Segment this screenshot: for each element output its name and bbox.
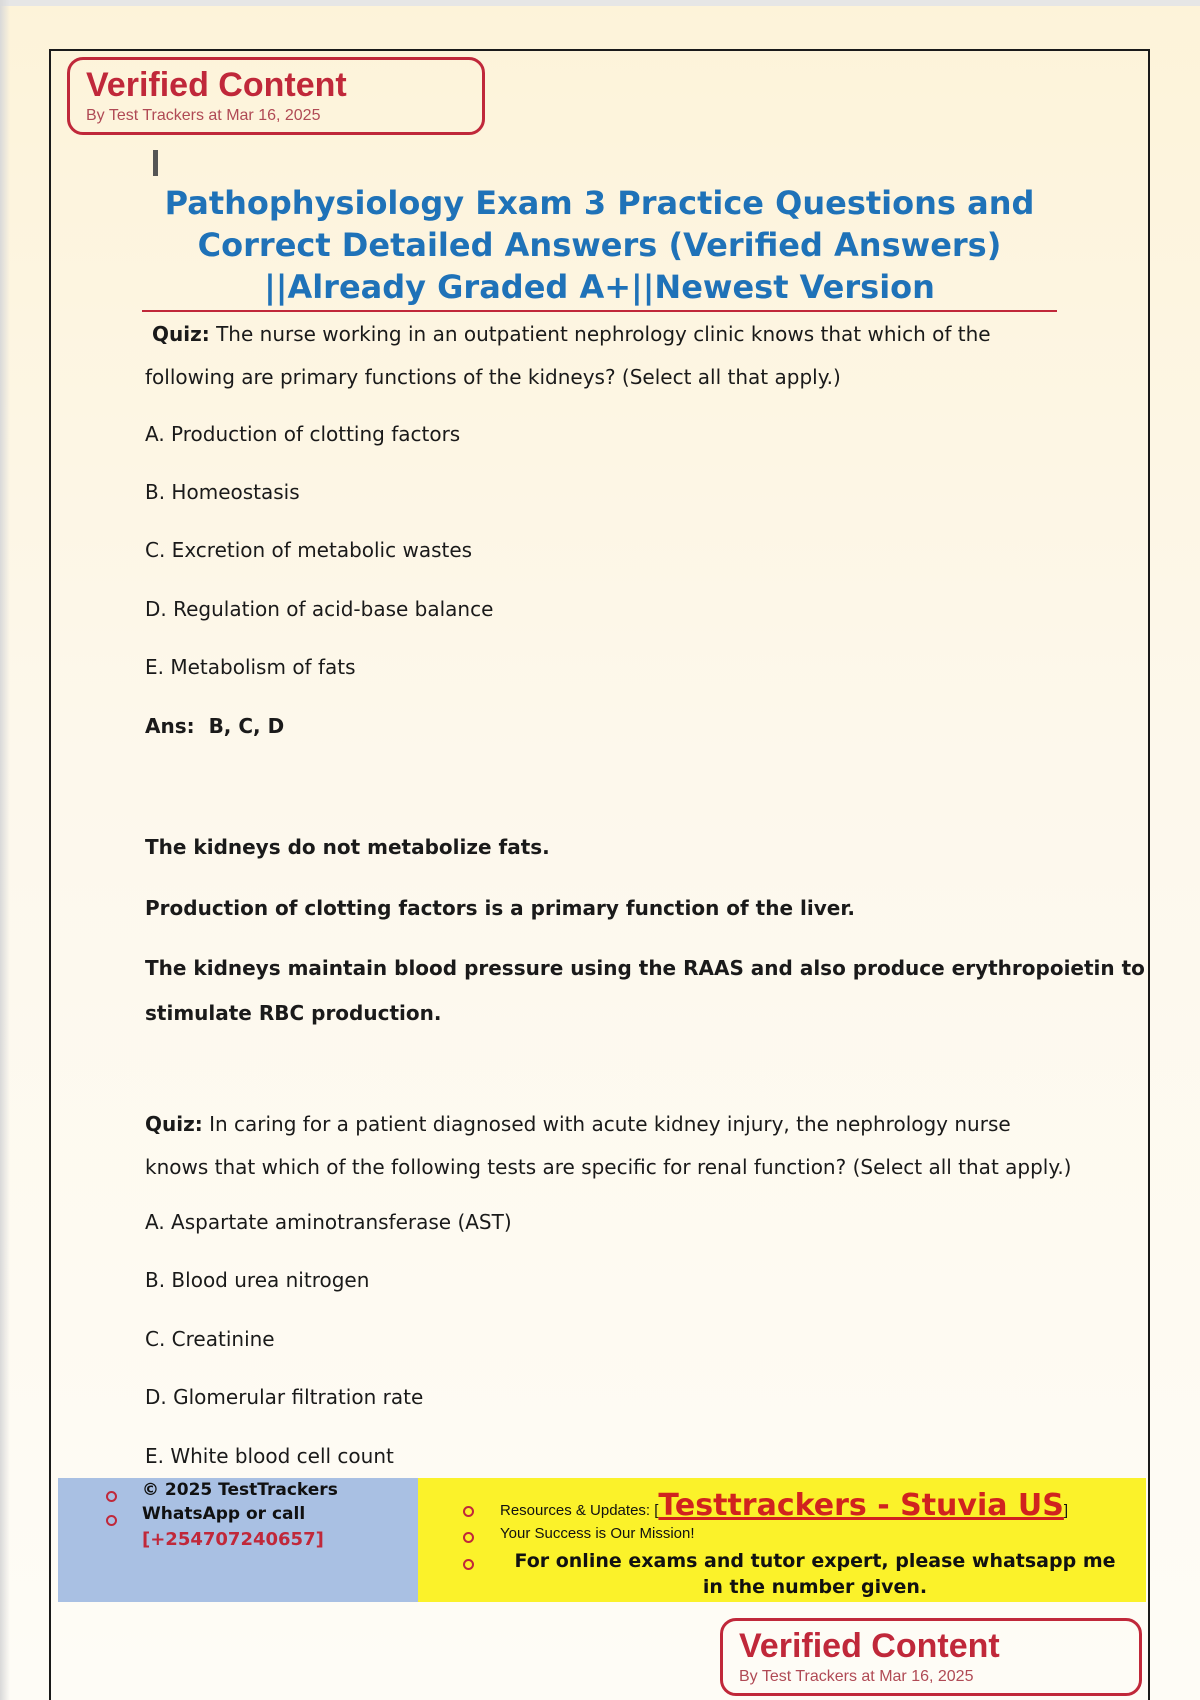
footer-resources-panel: [418, 1478, 1146, 1602]
tutor-line-2: in the number given.: [702, 1576, 928, 1598]
footer-tutor: [500, 1548, 1130, 1600]
verified-stamp-top: [67, 57, 485, 135]
rationale-line-4: stimulate RBC production.: [145, 1001, 442, 1025]
footer-phone[interactable]: [+254707240657]: [142, 1529, 324, 1550]
title-line-3: ||Already Graded A+||Newest Version: [264, 268, 935, 306]
tutor-line-1: For online exams and tutor expert, please whatsapp me: [514, 1550, 1116, 1572]
footer-mission: Your Success is Our Mission!: [500, 1525, 695, 1542]
bullet-icon: [463, 1559, 474, 1570]
quiz1-option-e: E. Metabolism of fats: [145, 655, 356, 679]
stamp-title: Verified Content: [739, 1627, 1000, 1665]
quiz2-option-b: B. Blood urea nitrogen: [145, 1268, 370, 1292]
answer-label: Ans:: [145, 714, 195, 738]
title-line-1: Pathophysiology Exam 3 Practice Questions and: [164, 184, 1035, 222]
footer-contact-panel: [58, 1478, 418, 1602]
verified-stamp-bottom: [720, 1618, 1142, 1696]
bullet-icon: [463, 1506, 474, 1517]
quiz2-question-line1: [145, 1102, 1011, 1146]
resources-label: Resources & Updates: [: [500, 1502, 659, 1519]
quiz1-option-b: B. Homeostasis: [145, 480, 300, 504]
quiz1-option-c: C. Excretion of metabolic wastes: [145, 538, 473, 562]
stamp-subtitle: By Test Trackers at Mar 16, 2025: [86, 107, 321, 124]
stamp-subtitle: By Test Trackers at Mar 16, 2025: [739, 1668, 974, 1685]
quiz1-option-d: D. Regulation of acid-base balance: [145, 597, 494, 621]
answer-value: B, C, D: [208, 714, 285, 738]
bullet-icon: [106, 1515, 117, 1526]
title-line-2: Correct Detailed Answers (Verified Answers): [197, 226, 1002, 264]
quiz1-answer: [145, 714, 284, 738]
quiz2-option-c: C. Creatinine: [145, 1327, 275, 1351]
quiz1-question-line2: following are primary functions of the kidneys? (Select all that apply.): [145, 365, 841, 389]
footer-resources: [500, 1488, 1068, 1523]
quiz2-question-text1: In caring for a patient diagnosed with acute kidney injury, the nephrology nurse: [209, 1112, 1011, 1136]
footer-whatsapp-label: WhatsApp or call: [142, 1504, 306, 1524]
top-shadow: [0, 0, 1200, 6]
stamp-title: Verified Content: [86, 66, 347, 104]
text-cursor: [153, 150, 158, 176]
quiz1-option-a: A. Production of clotting factors: [145, 422, 461, 446]
resources-close: ]: [1063, 1502, 1069, 1519]
resources-link[interactable]: Testtrackers - Stuvia US: [658, 1488, 1064, 1523]
quiz2-label: Quiz:: [145, 1112, 203, 1136]
rationale-line-1: The kidneys do not metabolize fats.: [145, 835, 550, 859]
quiz2-option-e: E. White blood cell count: [145, 1444, 394, 1468]
rationale-line-2: Production of clotting factors is a primary function of the liver.: [145, 896, 855, 920]
quiz1-question-text1: The nurse working in an outpatient nephrology clinic knows that which of the: [216, 322, 991, 346]
quiz2-option-d: D. Glomerular filtration rate: [145, 1385, 424, 1409]
quiz2-option-a: A. Aspartate aminotransferase (AST): [145, 1210, 512, 1234]
bullet-icon: [463, 1532, 474, 1543]
left-shadow: [0, 0, 10, 1700]
quiz2-question-line2: knows that which of the following tests are specific for renal function? (Select all that apply.): [145, 1155, 1072, 1179]
quiz1-question-line1: [145, 312, 991, 356]
bullet-icon: [106, 1491, 117, 1502]
footer-copyright: © 2025 TestTrackers: [142, 1480, 338, 1500]
document-title: [142, 182, 1057, 308]
rationale-line-3: The kidneys maintain blood pressure using the RAAS and also produce erythropoietin to: [145, 956, 1145, 980]
quiz1-label: Quiz:: [152, 322, 210, 346]
